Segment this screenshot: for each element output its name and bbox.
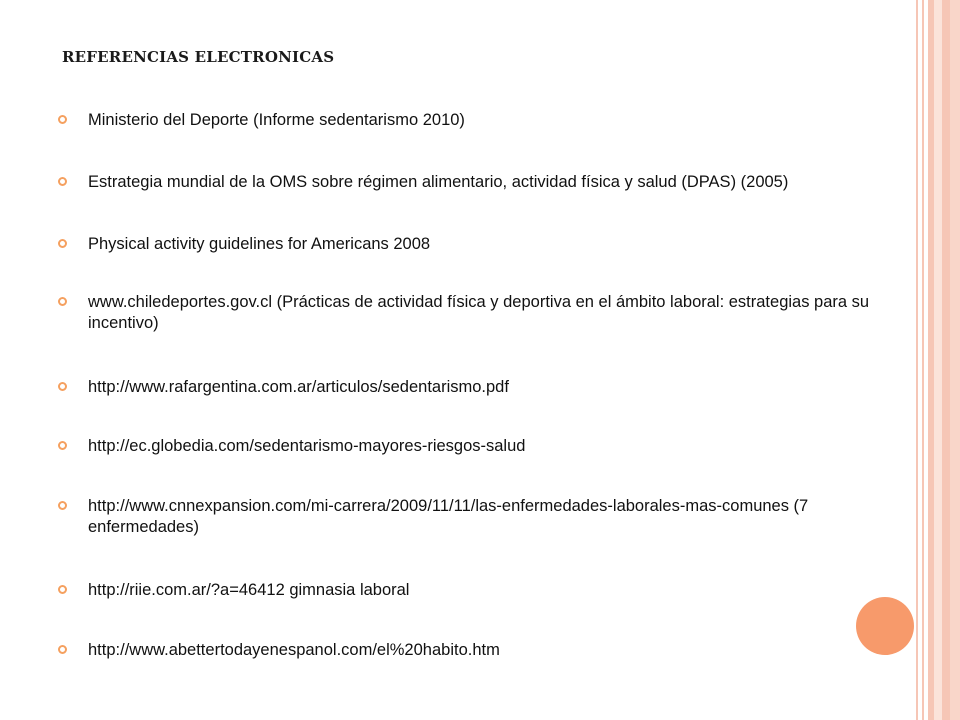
circle-bullet-icon xyxy=(58,645,67,654)
stripe xyxy=(942,0,950,720)
reference-link[interactable]: http://www.rafargentina.com.ar/articulos/sedentarismo.pdf xyxy=(88,378,509,396)
stripe xyxy=(916,0,918,720)
circle-bullet-icon xyxy=(58,239,67,248)
circle-bullet-icon xyxy=(58,115,67,124)
circle-bullet-icon xyxy=(58,501,67,510)
circle-bullet-icon xyxy=(58,382,67,391)
reference-link[interactable]: http://riie.com.ar/?a=46412 gimnasia laboral xyxy=(88,581,410,599)
circle-bullet-icon xyxy=(58,177,67,186)
reference-text: www.chiledeportes.gov.cl (Prácticas de actividad física y deportiva en el ámbito laboral: estrategias para su incentivo) xyxy=(88,293,870,332)
circle-bullet-icon xyxy=(58,585,67,594)
reference-link[interactable]: http://www.cnnexpansion.com/mi-carrera/2009/11/11/las-enfermedades-laborales-mas-comunes (7 enfermedades) xyxy=(88,497,809,536)
reference-text: Physical activity guidelines for Americans 2008 xyxy=(88,235,431,253)
reference-text: Ministerio del Deporte (Informe sedentarismo 2010) xyxy=(88,111,465,129)
circle-bullet-icon xyxy=(58,297,67,306)
stripe xyxy=(934,0,942,720)
reference-link[interactable]: http://www.abettertodayenespanol.com/el%20habito.htm xyxy=(88,641,500,659)
slide-title: REFERENCIAS ELECTRONICAS xyxy=(62,48,335,66)
circle-bullet-icon xyxy=(58,441,67,450)
decorative-circle xyxy=(856,597,914,655)
decorative-stripes xyxy=(916,0,960,720)
stripe xyxy=(922,0,924,720)
stripe xyxy=(950,0,960,720)
reference-link[interactable]: http://ec.globedia.com/sedentarismo-mayores-riesgos-salud xyxy=(88,437,526,455)
reference-text: Estrategia mundial de la OMS sobre régimen alimentario, actividad física y salud (DPAS) (2005) xyxy=(88,173,789,191)
